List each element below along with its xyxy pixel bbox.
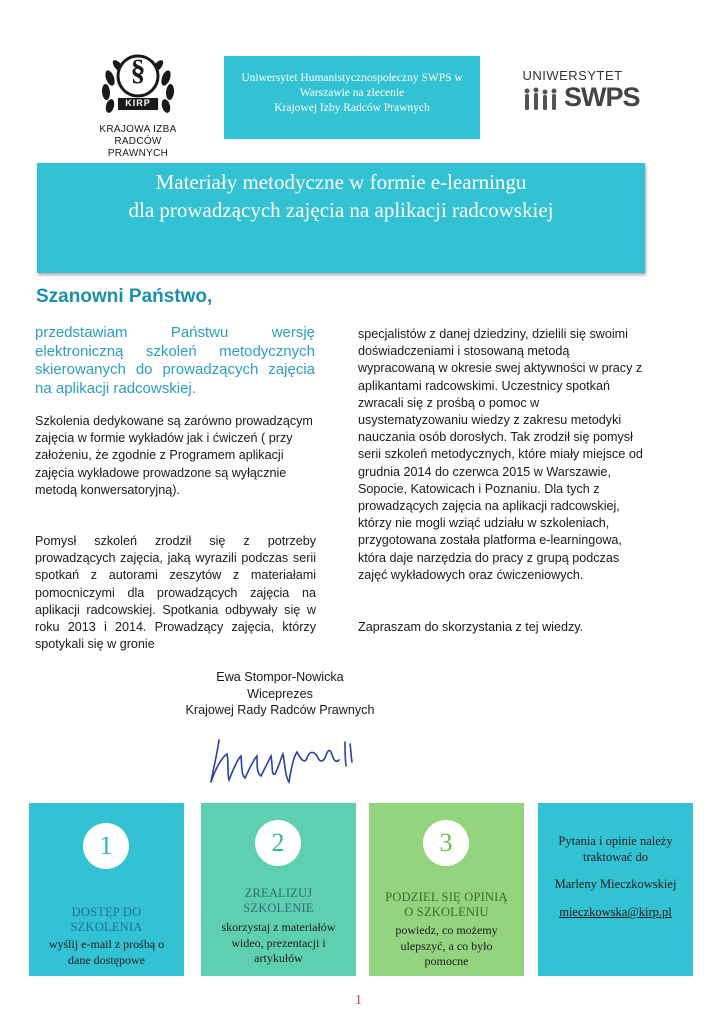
step-1-body-line1: wyślij e-mail z prośbą o: [48, 937, 165, 951]
signoff-name: Ewa Stompor-Nowicka: [216, 670, 344, 684]
step-2-body-line2: wideo, prezentacji i: [231, 935, 326, 950]
document-title: [37, 163, 645, 273]
swps-logo: [520, 68, 640, 118]
contact-name: Marleny Mieczkowskiej: [554, 877, 677, 891]
step-3-body: [369, 923, 524, 970]
contact-email-link[interactable]: mieczkowska@kirp.pl: [559, 905, 672, 919]
step-1-body-line2: dane dostępowe: [68, 952, 145, 967]
swps-logo-line2: SWPS: [564, 82, 640, 112]
kirp-name-line2: RADCÓW PRAWNYCH: [107, 136, 169, 159]
commission-line2: Warszawie na zlecenie: [299, 87, 405, 99]
people-silhouettes-icon: [522, 86, 562, 112]
step-1-heading: [29, 905, 184, 935]
paragraph-3: specjalistów z danej dziedziny, dzielili się swoimi doświadczeniami i stosowaną metodą wypracowaną w okresie swej aktywności w pracy z aplikantami radcowskimi. Uczestnicy spotkań zwracali się z prośbą o pomoc w usystematyzowaniu wiedzy z zakresu metodyki nauczania osób dorosłych. Tak zrodził się pomysł serii szkoleń metodycznych, które miały miejsce od grudnia 2014 do czerwca 2015 w Warszawie, Sopocie, Katowicach i Poznaniu. Dla tych z prowadzących zajęcia na aplikacji radcowskiej, którzy nie mogli wziąć udziału w szkoleniach, przygotowana została platforma e-learningowa, która daje narzędzia do pracy z grupą podczas zajęć wykładowych oraz ćwiczeniowych.: [358, 327, 643, 582]
contact-card: [538, 803, 693, 976]
commission-line3: Krajowej Izby Radców Prawnych: [274, 102, 430, 114]
title-line1: Materiały metodyczne w formie e-learningu: [155, 170, 527, 194]
step-number-3: 3: [423, 820, 469, 866]
step-3-heading-line2: O SZKOLENIU: [404, 905, 489, 919]
paragraph-4: Zapraszam do skorzystania z tej wiedzy.: [358, 620, 584, 634]
kirp-logo: [88, 48, 188, 159]
step-card-access: [29, 803, 184, 976]
step-card-feedback: [369, 803, 524, 976]
step-3-heading: [369, 890, 524, 920]
handwritten-signature: [205, 730, 365, 790]
title-line2: dla prowadzących zajęcia na aplikacji radcowskiej: [128, 198, 554, 222]
step-3-body-line2: ulepszyć, a co było: [400, 938, 493, 953]
greeting: Szanowni Państwo,: [36, 286, 213, 307]
step-3-heading-line1: PODZIEL SIĘ OPINIĄ: [385, 890, 508, 904]
signoff-org: Krajowej Rady Radców Prawnych: [185, 703, 375, 717]
step-3-body-line3: pomocne: [424, 954, 469, 968]
commission-line1: Uniwersytet Humanistycznospołeczny SWPS w: [241, 72, 463, 84]
step-card-complete: [201, 803, 356, 976]
step-2-heading-line2: SZKOLENIE: [243, 901, 314, 915]
section-sign-icon: §: [130, 54, 146, 87]
signoff: [170, 669, 390, 719]
step-2-heading-line1: ZREALIZUJ: [244, 886, 313, 900]
step-number-1: 1: [83, 823, 129, 869]
paragraph-1: Szkolenia dedykowane są zarówno prowadzącym zajęcia w formie wykładów jak i ćwiczeń ( przy założeniu, że zgodnie z Programem aplikacji zajęcia wykładowe prowadzone są wyłącznie metodą konwersatoryjną).: [35, 414, 313, 497]
signoff-role: Wiceprezes: [247, 686, 313, 701]
contact-question-line2: traktować do: [583, 850, 648, 864]
commission-banner: [224, 56, 480, 139]
step-2-body-line1: skorzystaj z materiałów: [221, 920, 336, 934]
contact-question: [538, 833, 693, 865]
step-2-body: [201, 920, 356, 967]
step-2-body-line3: artykułów: [254, 951, 303, 965]
kirp-name-line1: KRAJOWA IZBA: [99, 124, 177, 135]
page-number: 1: [355, 993, 362, 1008]
step-number-2: 2: [255, 820, 301, 866]
contact-question-line1: Pytania i opinie należy: [558, 834, 673, 848]
step-3-body-line1: powiedz, co możemy: [395, 923, 498, 937]
intro-paragraph: przedstawiam Państwu wersję elektroniczną szkoleń metodycznych skierowanych do prowadzących zajęcia na aplikacji radcowskiej.: [35, 324, 315, 397]
step-1-body: [29, 937, 184, 968]
step-1-heading-line2: SZKOLENIA: [70, 920, 143, 934]
step-2-heading: [201, 886, 356, 916]
paragraph-2: Pomysł szkoleń zrodził się z potrzeby prowadzących zajęcia, jaką wyrazili podczas serii spotkań z autorami zeszytów z materiałami pomocniczymi dla prowadzących zajęcia na aplikacji radcowskiej. Spotkania odbywały się w roku 2013 i 2014. Prowadzący zajęcia, którzy spotykali się w gronie: [35, 534, 316, 652]
swps-logo-line1: UNIWERSYTET: [522, 68, 623, 83]
step-1-heading-line1: DOSTĘP DO: [71, 905, 142, 919]
kirp-badge: KIRP: [125, 98, 151, 108]
